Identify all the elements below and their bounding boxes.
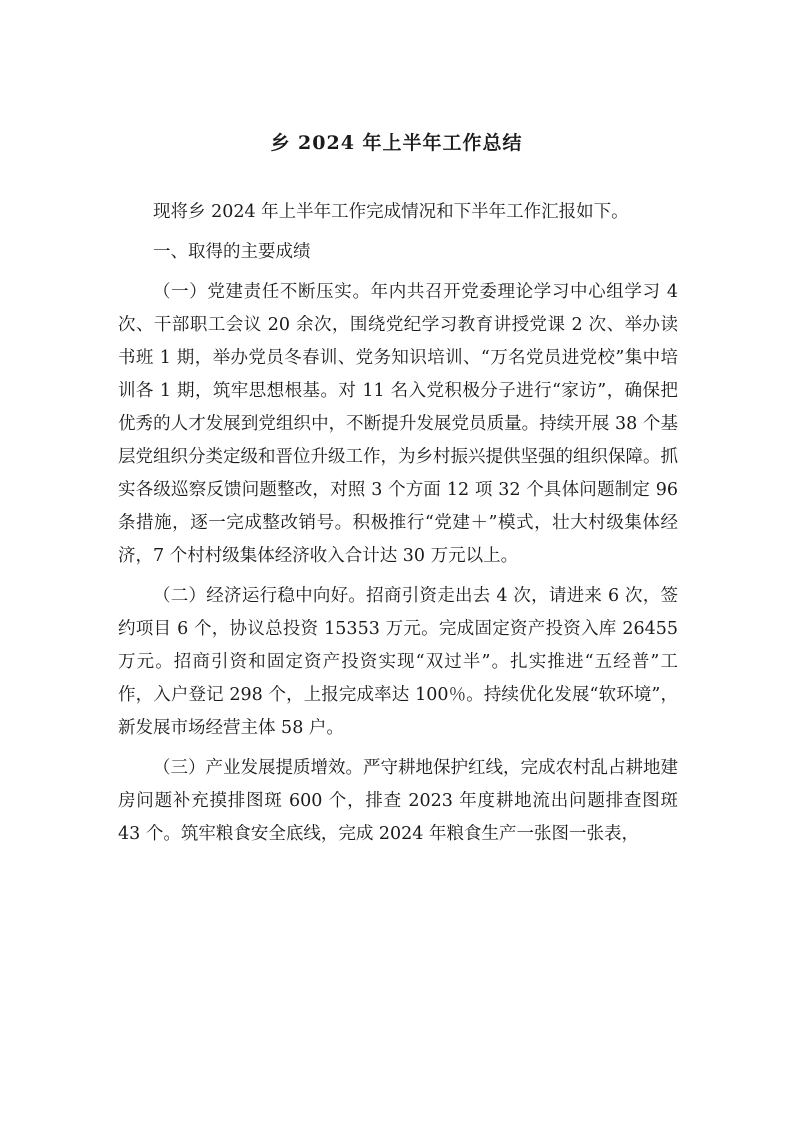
section-heading: 一、取得的主要成绩 [153, 242, 311, 262]
document-body [118, 196, 678, 858]
paragraph-economy: （二）经济运行稳中向好。招商引资走出去 4 次，请进来 6 次，签约项目 6 个，协议总投资 15353 万元。完成固定资产投资入库 26455 万元。招商引资和固定资产投资实现“双过半”。扎实推进“五经普”工作，入户登记 298 个，上报完成率达 100％。持续优化发展“软环境”，新发展市场经营主体 58 户。 [118, 586, 678, 738]
paragraph-party-building: （一）党建责任不断压实。年内共召开党委理论学习中心组学习 4 次、干部职工会议 20 余次，围绕党纪学习教育讲授党课 2 次、举办读书班 1 期，举办党员冬春训、党务知识培训、“万名党员进党校”集中培训各 1 期，筑牢思想根基。对 11 名入党积极分子进行“家访”，确保把优秀的人才发展到党组织中，不断提升发展党员质量。持续开展 38 个基层党组织分类定级和晋位升级工作，为乡村振兴提供坚强的组织保障。抓实各级巡察反馈问题整改，对照 3 个方面 12 项 32 个具体问题制定 96 条措施，逐一完成整改销号。积极推行“党建＋”模式，壮大村级集体经济，7 个村村级集体经济收入合计达 30 万元以上。 [118, 282, 678, 566]
document-title: 乡 2024 年上半年工作总结 [270, 132, 523, 154]
paragraph-intro: 现将乡 2024 年上半年工作完成情况和下半年工作汇报如下。 [153, 202, 629, 222]
paragraph-industry: （三）产业发展提质增效。严守耕地保护红线，完成农村乱占耕地建房问题补充摸排图斑 600 个，排查 2023 年度耕地流出问题排查图斑 43 个。筑牢粮食安全底线，完成 2024 年粮食生产一张图一张表， [118, 758, 678, 844]
